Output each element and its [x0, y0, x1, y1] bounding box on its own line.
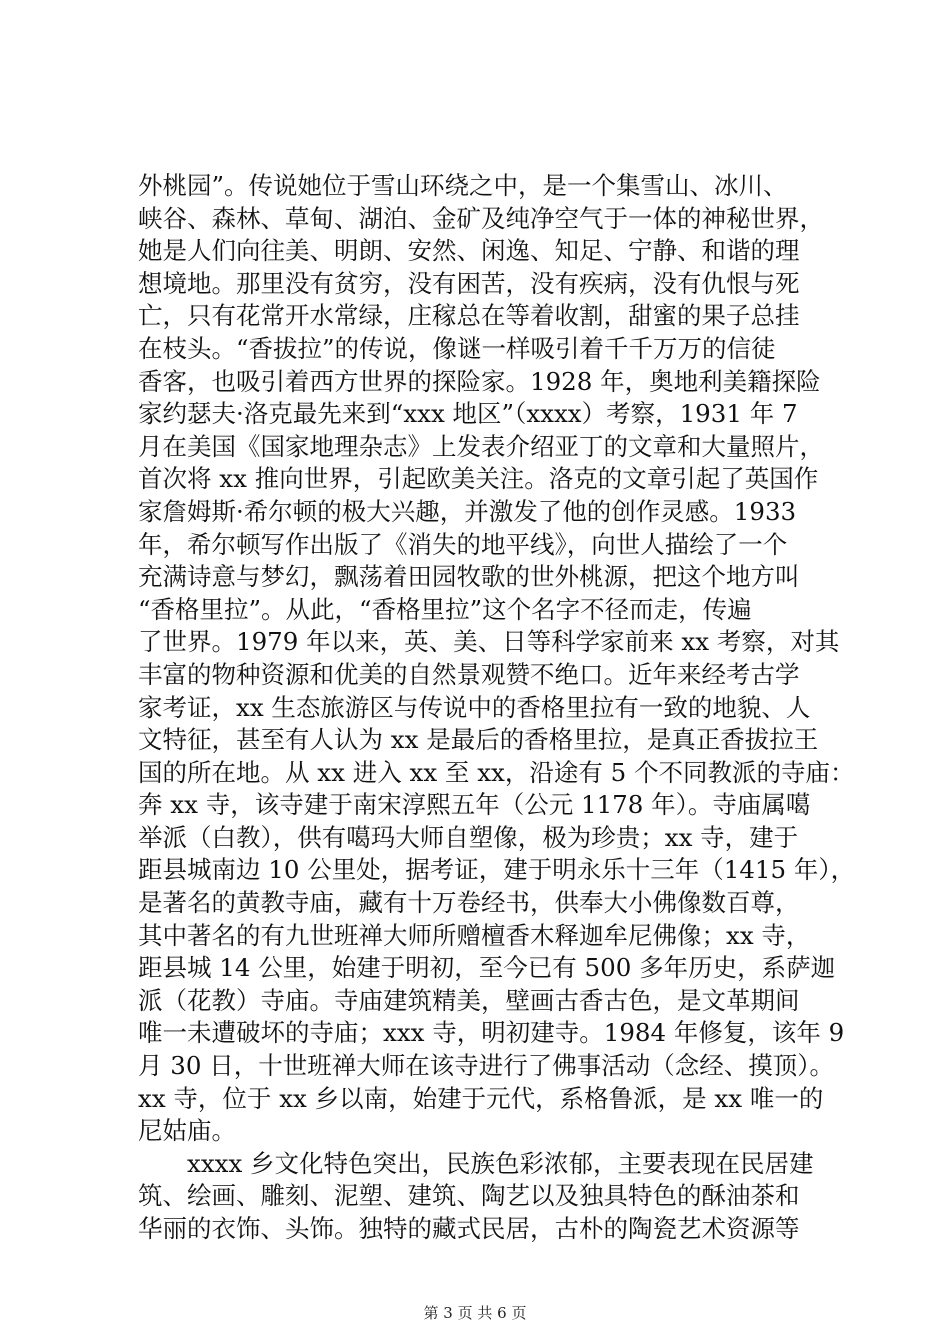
text-line: 家考证，xx 生态旅游区与传说中的香格里拉有一致的地貌、人 — [138, 692, 811, 722]
text-line: 是著名的黄教寺庙，藏有十万卷经书，供奉大小佛像数百尊， — [138, 888, 800, 918]
text-line: 奔 xx 寺，该寺建于南宋淳熙五年（公元 1178 年）。寺庙属噶 — [138, 790, 811, 820]
text-line: 峡谷、森林、草甸、湖泊、金矿及纯净空气于一体的神秘世界， — [138, 203, 824, 233]
text-line: 月在美国《国家地理杂志》上发表介绍亚丁的文章和大量照片， — [138, 431, 824, 461]
text-line: 举派（白教），供有噶玛大师自塑像，极为珍贵；xx 寺，建于 — [138, 822, 799, 852]
text-line: 了世界。1979 年以来，英、美、日等科学家前来 xx 考察，对其 — [138, 627, 840, 657]
text-line: 家詹姆斯·希尔顿的极大兴趣，并激发了他的创作灵感。1933 — [138, 496, 797, 526]
text-line: 文特征，甚至有人认为 xx 是最后的香格里拉，是真正香拔拉王 — [138, 725, 819, 755]
text-line: xx 寺，位于 xx 乡以南，始建于元代，系格鲁派，是 xx 唯一的 — [138, 1083, 824, 1113]
text-line: 年，希尔顿写作出版了《消失的地平线》，向世人描绘了一个 — [138, 529, 788, 559]
text-line: 唯一未遭破坏的寺庙；xxx 寺，明初建寺。1984 年修复，该年 9 — [138, 1018, 845, 1048]
text-line: 月 30 日，十世班禅大师在该寺进行了佛事活动（念经、摸顶）。 — [138, 1051, 834, 1081]
page-footer: 第 3 页 共 6 页 — [423, 1304, 527, 1322]
body-text — [138, 170, 858, 1246]
text-line: 距县城南边 10 公里处，据考证，建于明永乐十三年（1415 年）， — [138, 855, 856, 885]
text-line: 家约瑟夫·洛克最先来到“xxx 地区”（xxxx）考察，1931 年 7 — [138, 399, 798, 429]
text-line: 其中著名的有九世班禅大师所赠檀香木释迦牟尼佛像；xx 寺， — [138, 920, 811, 950]
text-line: 距县城 14 公里，始建于明初，至今已有 500 多年历史，系萨迦 — [138, 953, 836, 983]
text-line: 亡，只有花常开水常绿，庄稼总在等着收割，甜蜜的果子总挂 — [138, 301, 800, 331]
text-line: 在枝头。“香拔拉”的传说，像谜一样吸引着千千万万的信徒 — [138, 333, 776, 363]
text-line: 丰富的物种资源和优美的自然景观赞不绝口。近年来经考古学 — [138, 659, 800, 689]
text-line: 华丽的衣饰、头饰。独特的藏式民居，古朴的陶瓷艺术资源等 — [138, 1214, 800, 1243]
text-line: “香格里拉”。从此，“香格里拉”这个名字不径而走，传遍 — [138, 594, 752, 624]
text-line: 国的所在地。从 xx 进入 xx 至 xx，沿途有 5 个不同教派的寺庙： — [138, 757, 855, 787]
text-line: 首次将 xx 推向世界，引起欧美关注。洛克的文章引起了英国作 — [138, 464, 819, 494]
text-line: 筑、绘画、雕刻、泥塑、建筑、陶艺以及独具特色的酥油茶和 — [138, 1181, 800, 1211]
text-line: 想境地。那里没有贫穷，没有困苦，没有疾病，没有仇恨与死 — [138, 268, 800, 298]
text-line: 派（花教）寺庙。寺庙建筑精美，壁画古香古色，是文革期间 — [138, 985, 800, 1015]
text-line: 尼姑庙。 — [138, 1116, 236, 1146]
text-line: 香客，也吸引着西方世界的探险家。1928 年，奥地利美籍探险 — [138, 366, 821, 396]
text-line: 充满诗意与梦幻，飘荡着田园牧歌的世外桃源，把这个地方叫 — [138, 562, 800, 592]
text-line: 外桃园”。传说她位于雪山环绕之中，是一个集雪山、冰川、 — [138, 171, 788, 200]
text-line: 她是人们向往美、明朗、安然、闲逸、知足、宁静、和谐的理 — [138, 236, 800, 266]
text-line: xxxx 乡文化特色突出，民族色彩浓郁，主要表现在民居建 — [138, 1148, 814, 1178]
